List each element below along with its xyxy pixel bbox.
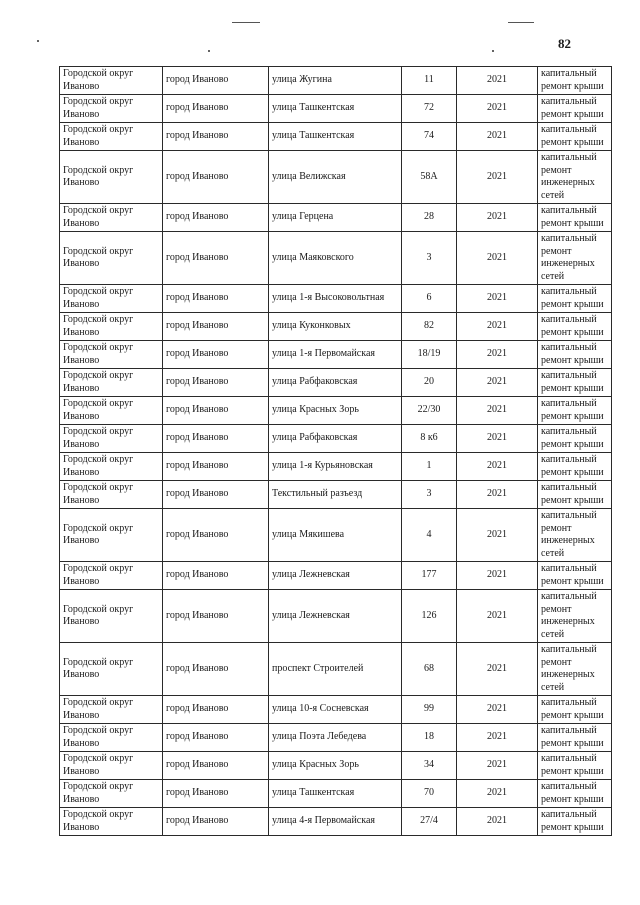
work-type-cell: капитальный ремонт крыши: [538, 95, 612, 123]
street-cell: улица Рабфаковская: [269, 369, 402, 397]
year-cell: 2021: [457, 313, 538, 341]
city-cell: город Иваново: [163, 724, 269, 752]
house-number-cell: 20: [402, 369, 457, 397]
year-cell: 2021: [457, 808, 538, 836]
year-cell: 2021: [457, 453, 538, 481]
street-cell: улица 1-я Курьяновская: [269, 453, 402, 481]
district-cell: Городской округ Иваново: [60, 369, 163, 397]
work-type-cell: капитальный ремонт крыши: [538, 397, 612, 425]
work-type-cell: капитальный ремонт инженерных сетей: [538, 151, 612, 204]
year-cell: 2021: [457, 397, 538, 425]
table-row: [60, 95, 612, 123]
street-cell: улица Жугина: [269, 67, 402, 95]
work-type-cell: капитальный ремонт крыши: [538, 123, 612, 151]
work-type-cell: капитальный ремонт крыши: [538, 752, 612, 780]
scan-mark: [508, 22, 534, 23]
district-cell: Городской округ Иваново: [60, 590, 163, 643]
table-row: [60, 425, 612, 453]
year-cell: 2021: [457, 724, 538, 752]
house-number-cell: 11: [402, 67, 457, 95]
district-cell: Городской округ Иваново: [60, 808, 163, 836]
street-cell: улица 4-я Первомайская: [269, 808, 402, 836]
city-cell: город Иваново: [163, 95, 269, 123]
city-cell: город Иваново: [163, 313, 269, 341]
district-cell: Городской округ Иваново: [60, 285, 163, 313]
table-row: [60, 204, 612, 232]
city-cell: город Иваново: [163, 285, 269, 313]
district-cell: Городской округ Иваново: [60, 151, 163, 204]
work-type-cell: капитальный ремонт инженерных сетей: [538, 590, 612, 643]
table-row: [60, 341, 612, 369]
house-number-cell: 18/19: [402, 341, 457, 369]
street-cell: улица Красных Зорь: [269, 397, 402, 425]
street-cell: улица Лежневская: [269, 562, 402, 590]
city-cell: город Иваново: [163, 204, 269, 232]
district-cell: Городской округ Иваново: [60, 724, 163, 752]
street-cell: улица Куконковых: [269, 313, 402, 341]
street-cell: улица Поэта Лебедева: [269, 724, 402, 752]
year-cell: 2021: [457, 509, 538, 562]
table-row: [60, 313, 612, 341]
house-number-cell: 28: [402, 204, 457, 232]
scan-mark: [232, 22, 260, 23]
house-number-cell: 99: [402, 696, 457, 724]
year-cell: 2021: [457, 425, 538, 453]
street-cell: улица Ташкентская: [269, 95, 402, 123]
street-cell: улица Велижская: [269, 151, 402, 204]
table-row: [60, 397, 612, 425]
street-cell: улица Маяковского: [269, 232, 402, 285]
district-cell: Городской округ Иваново: [60, 562, 163, 590]
table-row: [60, 590, 612, 643]
city-cell: город Иваново: [163, 232, 269, 285]
table-row: [60, 780, 612, 808]
district-cell: Городской округ Иваново: [60, 509, 163, 562]
house-number-cell: 22/30: [402, 397, 457, 425]
table-row: [60, 643, 612, 696]
work-type-cell: капитальный ремонт крыши: [538, 724, 612, 752]
street-cell: улица Ташкентская: [269, 780, 402, 808]
scan-mark: [37, 40, 39, 42]
work-type-cell: капитальный ремонт крыши: [538, 285, 612, 313]
house-number-cell: 126: [402, 590, 457, 643]
district-cell: Городской округ Иваново: [60, 123, 163, 151]
table-row: [60, 453, 612, 481]
registry-table-body: [60, 67, 612, 836]
house-number-cell: 70: [402, 780, 457, 808]
year-cell: 2021: [457, 369, 538, 397]
year-cell: 2021: [457, 123, 538, 151]
district-cell: Городской округ Иваново: [60, 67, 163, 95]
year-cell: 2021: [457, 95, 538, 123]
house-number-cell: 1: [402, 453, 457, 481]
work-type-cell: капитальный ремонт инженерных сетей: [538, 643, 612, 696]
table-row: [60, 151, 612, 204]
work-type-cell: капитальный ремонт крыши: [538, 562, 612, 590]
district-cell: Городской округ Иваново: [60, 696, 163, 724]
city-cell: город Иваново: [163, 590, 269, 643]
street-cell: улица Ташкентская: [269, 123, 402, 151]
city-cell: город Иваново: [163, 151, 269, 204]
city-cell: город Иваново: [163, 425, 269, 453]
city-cell: город Иваново: [163, 696, 269, 724]
street-cell: улица Лежневская: [269, 590, 402, 643]
year-cell: 2021: [457, 481, 538, 509]
district-cell: Городской округ Иваново: [60, 204, 163, 232]
house-number-cell: 18: [402, 724, 457, 752]
city-cell: город Иваново: [163, 808, 269, 836]
house-number-cell: 74: [402, 123, 457, 151]
district-cell: Городской округ Иваново: [60, 752, 163, 780]
district-cell: Городской округ Иваново: [60, 643, 163, 696]
work-type-cell: капитальный ремонт инженерных сетей: [538, 232, 612, 285]
work-type-cell: капитальный ремонт инженерных сетей: [538, 509, 612, 562]
city-cell: город Иваново: [163, 509, 269, 562]
street-cell: улица Красных Зорь: [269, 752, 402, 780]
scan-mark: [492, 50, 494, 52]
table-row: [60, 481, 612, 509]
street-cell: улица 1-я Высоковольтная: [269, 285, 402, 313]
year-cell: 2021: [457, 562, 538, 590]
house-number-cell: 34: [402, 752, 457, 780]
year-cell: 2021: [457, 780, 538, 808]
house-number-cell: 8 к6: [402, 425, 457, 453]
city-cell: город Иваново: [163, 780, 269, 808]
year-cell: 2021: [457, 151, 538, 204]
city-cell: город Иваново: [163, 369, 269, 397]
street-cell: улица 10-я Сосневская: [269, 696, 402, 724]
city-cell: город Иваново: [163, 643, 269, 696]
district-cell: Городской округ Иваново: [60, 313, 163, 341]
table-row: [60, 369, 612, 397]
house-number-cell: 72: [402, 95, 457, 123]
year-cell: 2021: [457, 643, 538, 696]
work-type-cell: капитальный ремонт крыши: [538, 67, 612, 95]
year-cell: 2021: [457, 67, 538, 95]
year-cell: 2021: [457, 696, 538, 724]
year-cell: 2021: [457, 232, 538, 285]
street-cell: проспект Строителей: [269, 643, 402, 696]
house-number-cell: 3: [402, 481, 457, 509]
city-cell: город Иваново: [163, 453, 269, 481]
street-cell: Текстильный разъезд: [269, 481, 402, 509]
street-cell: улица Мякишева: [269, 509, 402, 562]
table-row: [60, 562, 612, 590]
city-cell: город Иваново: [163, 341, 269, 369]
house-number-cell: 27/4: [402, 808, 457, 836]
year-cell: 2021: [457, 590, 538, 643]
year-cell: 2021: [457, 341, 538, 369]
table-row: [60, 232, 612, 285]
table-row: [60, 509, 612, 562]
work-type-cell: капитальный ремонт крыши: [538, 696, 612, 724]
house-number-cell: 177: [402, 562, 457, 590]
city-cell: город Иваново: [163, 752, 269, 780]
city-cell: город Иваново: [163, 67, 269, 95]
city-cell: город Иваново: [163, 481, 269, 509]
city-cell: город Иваново: [163, 562, 269, 590]
house-number-cell: 68: [402, 643, 457, 696]
work-type-cell: капитальный ремонт крыши: [538, 369, 612, 397]
district-cell: Городской округ Иваново: [60, 232, 163, 285]
work-type-cell: капитальный ремонт крыши: [538, 808, 612, 836]
work-type-cell: капитальный ремонт крыши: [538, 481, 612, 509]
page-number: 82: [558, 36, 571, 51]
house-number-cell: 6: [402, 285, 457, 313]
work-type-cell: капитальный ремонт крыши: [538, 453, 612, 481]
work-type-cell: капитальный ремонт крыши: [538, 313, 612, 341]
district-cell: Городской округ Иваново: [60, 341, 163, 369]
street-cell: улица 1-я Первомайская: [269, 341, 402, 369]
table-row: [60, 123, 612, 151]
house-number-cell: 82: [402, 313, 457, 341]
work-type-cell: капитальный ремонт крыши: [538, 780, 612, 808]
street-cell: улица Рабфаковская: [269, 425, 402, 453]
scan-mark: [208, 50, 210, 52]
table-row: [60, 285, 612, 313]
work-type-cell: капитальный ремонт крыши: [538, 341, 612, 369]
table-row: [60, 752, 612, 780]
district-cell: Городской округ Иваново: [60, 453, 163, 481]
district-cell: Городской округ Иваново: [60, 425, 163, 453]
registry-table: [59, 66, 612, 836]
district-cell: Городской округ Иваново: [60, 397, 163, 425]
house-number-cell: 3: [402, 232, 457, 285]
year-cell: 2021: [457, 752, 538, 780]
city-cell: город Иваново: [163, 123, 269, 151]
street-cell: улица Герцена: [269, 204, 402, 232]
work-type-cell: капитальный ремонт крыши: [538, 425, 612, 453]
district-cell: Городской округ Иваново: [60, 780, 163, 808]
table-row: [60, 696, 612, 724]
house-number-cell: 58А: [402, 151, 457, 204]
table-row: [60, 67, 612, 95]
table-row: [60, 724, 612, 752]
year-cell: 2021: [457, 204, 538, 232]
work-type-cell: капитальный ремонт крыши: [538, 204, 612, 232]
district-cell: Городской округ Иваново: [60, 481, 163, 509]
table-row: [60, 808, 612, 836]
city-cell: город Иваново: [163, 397, 269, 425]
year-cell: 2021: [457, 285, 538, 313]
district-cell: Городской округ Иваново: [60, 95, 163, 123]
house-number-cell: 4: [402, 509, 457, 562]
